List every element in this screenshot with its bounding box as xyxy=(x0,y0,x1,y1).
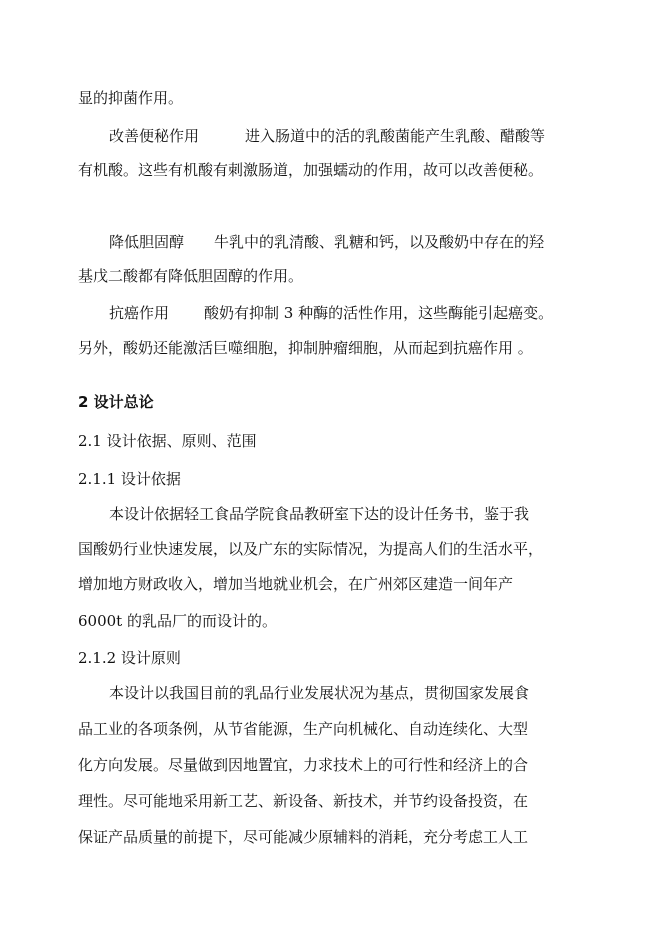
paragraph-line-with-label xyxy=(109,232,544,252)
line-text: 保证产品质量的前提下，尽可能减少原辅料的消耗，充分考虑工人工 xyxy=(78,828,529,846)
line-text: 牛乳中的乳清酸、乳糖和钙，以及酸奶中存在的羟 xyxy=(214,233,545,251)
paragraph-line xyxy=(78,719,528,739)
paragraph-line xyxy=(109,504,529,524)
paragraph-line xyxy=(78,755,528,775)
line-text: 增加地方财政收入，增加当地就业机会，在广州郊区建造一间年产 xyxy=(78,575,514,593)
item-label: 抗癌作用 xyxy=(109,304,170,322)
section-heading xyxy=(78,392,154,412)
line-text: 酸奶有抑制 3 种酶的活性作用，这些酶能引起癌变。 xyxy=(204,304,554,322)
item-label: 降低胆固醇 xyxy=(109,233,185,251)
line-text: 品工业的各项条例，从节省能源，生产向机械化、自动连续化、大型 xyxy=(78,720,529,738)
line-text: 另外，酸奶还能激活巨噬细胞，抑制肿瘤细胞，从而起到抗癌作用 。 xyxy=(78,339,533,357)
line-text: 理性。尽可能地采用新工艺、新设备、新技术，并节约设备投资，在 xyxy=(78,792,529,810)
paragraph-line xyxy=(78,539,543,559)
paragraph-line xyxy=(78,88,183,108)
paragraph-line xyxy=(78,160,543,180)
paragraph-line xyxy=(78,791,528,811)
paragraph-line-with-label xyxy=(109,303,553,323)
paragraph-line xyxy=(78,827,528,847)
line-text: 基戊二酸都有降低胆固醇的作用。 xyxy=(78,267,304,285)
paragraph-line xyxy=(78,338,533,358)
paragraph-line-with-label xyxy=(109,126,545,146)
paragraph-line xyxy=(78,266,303,286)
item-label: 改善便秘作用 xyxy=(109,127,200,145)
subsection-heading xyxy=(78,648,181,668)
heading-text: 2.1 设计依据、原则、范围 xyxy=(78,432,257,450)
line-text: 6000t 的乳品厂的而设计的。 xyxy=(78,612,277,630)
line-text: 国酸奶行业快速发展，以及广东的实际情况，为提高人们的生活水平， xyxy=(78,540,544,558)
paragraph-line xyxy=(78,611,277,631)
line-text: 显的抑菌作用。 xyxy=(78,89,184,107)
line-text: 进入肠道中的活的乳酸菌能产生乳酸、醋酸等 xyxy=(245,127,546,145)
heading-text: 2.1.1 设计依据 xyxy=(78,470,181,488)
subsection-heading xyxy=(78,469,181,489)
line-text: 本设计以我国目前的乳品行业发展状况为基点，贯彻国家发展食 xyxy=(109,684,530,702)
line-text: 本设计依据轻工食品学院食品教研室下达的设计任务书，鉴于我 xyxy=(109,505,530,523)
paragraph-line xyxy=(78,574,513,594)
line-text: 有机酸。这些有机酸有刺激肠道，加强蠕动的作用，故可以改善便秘。 xyxy=(78,161,544,179)
line-text: 化方向发展。尽量做到因地置宜，力求技术上的可行性和经济上的合 xyxy=(78,756,529,774)
heading-text: 2.1.2 设计原则 xyxy=(78,649,181,667)
heading-text: 2 设计总论 xyxy=(78,393,154,411)
paragraph-line xyxy=(109,683,529,703)
subsection-heading xyxy=(78,431,257,451)
